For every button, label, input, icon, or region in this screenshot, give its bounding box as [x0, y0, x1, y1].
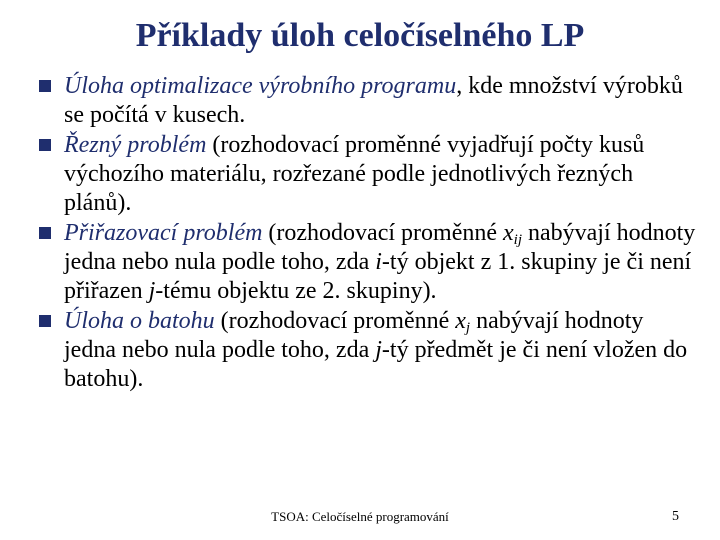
slide-title: Příklady úloh celočíselného LP [135, 17, 585, 54]
variable-subscript: ij [513, 232, 522, 248]
bullet-assignment-problem [36, 219, 696, 306]
variable-x: x [503, 220, 514, 246]
bullet-term: Přiřazovací problém [64, 220, 263, 246]
variable-j: j [375, 337, 382, 363]
square-bullet-icon [39, 139, 51, 151]
bullet-text: -tý objekt z 1. skupiny je či není přiřazen [64, 249, 692, 304]
bullet-text: (rozhodovací proměnné [262, 220, 503, 246]
variable-subscript: j [465, 320, 471, 336]
bullet-text: -tému objektu ze 2. skupiny). [155, 278, 437, 304]
square-bullet-icon [39, 80, 51, 92]
variable-i: i [375, 249, 382, 275]
bullet-text: , kde množství výrobků se počítá v kusech. [64, 73, 683, 128]
square-bullet-icon [39, 227, 51, 239]
bullet-text: nabývají hodnoty jedna nebo nula podle toho, zda [64, 220, 696, 275]
bullet-production-program [36, 72, 696, 130]
square-bullet-icon [39, 315, 51, 327]
page-number: 5 [672, 509, 679, 524]
bullet-text: (rozhodovací proměnné [214, 308, 456, 334]
bullet-term: Řezný problém [64, 132, 207, 158]
bullet-list [36, 72, 696, 395]
bullet-term: Úloha o batohu [64, 308, 215, 334]
bullet-text: (rozhodovací proměnné vyjadřují počty kusů výchozího materiálu, rozřezané podle jednotlivých řezných plánů). [64, 132, 645, 216]
bullet-text: nabývají hodnoty jedna nebo nula podle toho, zda [64, 308, 644, 363]
bullet-text: -tý předmět je či není vložen do batohu). [64, 337, 688, 392]
variable-j: j [148, 278, 156, 304]
slide-footer: TSOA: Celočíselné programování [271, 509, 449, 524]
bullet-knapsack-problem [36, 307, 696, 394]
bullet-term: Úloha optimalizace výrobního programu [64, 73, 457, 99]
variable-x: x [455, 308, 466, 334]
bullet-cutting-problem [36, 131, 696, 218]
